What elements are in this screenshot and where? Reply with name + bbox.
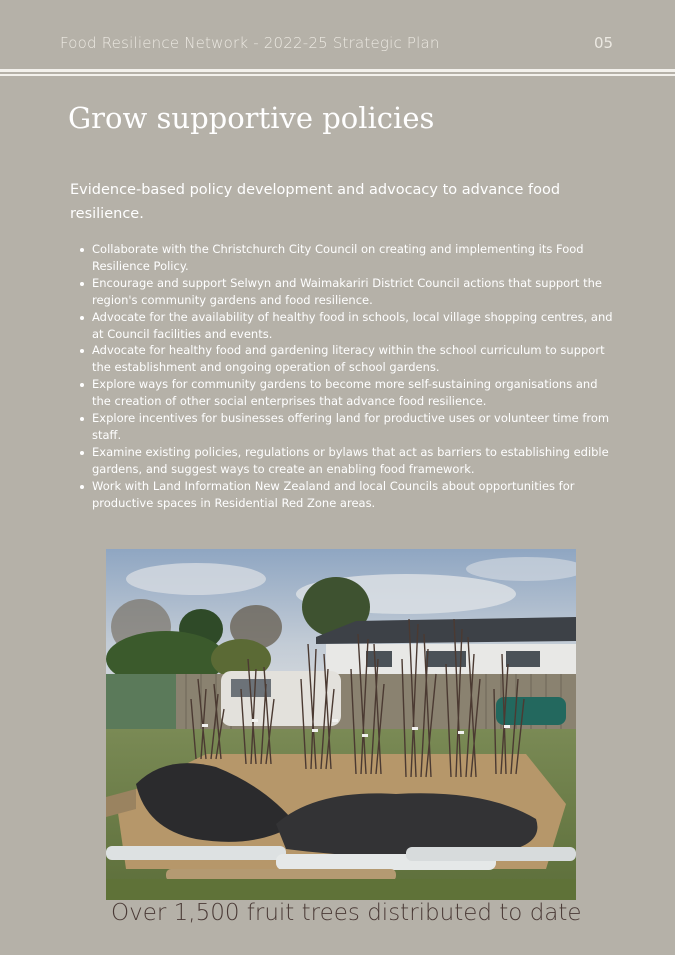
bullet-item: Advocate for the availability of healthy food in schools, local village shopping centres, and at Council facilities and events.	[78, 309, 618, 343]
policy-bullet-list	[78, 241, 618, 512]
bullet-item: Collaborate with the Christchurch City Council on creating and implementing its Food Resilience Policy.	[78, 241, 618, 275]
bullet-item: Work with Land Information New Zealand and local Councils about opportunities for productive spaces in Residential Red Zone areas.	[78, 478, 618, 512]
header-divider-bottom	[0, 74, 675, 76]
photo-caption: Over 1,500 fruit trees distributed to date	[111, 900, 582, 926]
section-title: Grow supportive policies	[68, 101, 435, 135]
car	[496, 697, 566, 725]
document-header-title: Food Resilience Network - 2022-25 Strategic Plan	[60, 34, 440, 52]
bullet-item: Examine existing policies, regulations or bylaws that act as barriers to establishing edible gardens, and suggest ways to create an enabling food framework.	[78, 444, 618, 478]
bullet-item: Advocate for healthy food and gardening literacy within the school curriculum to support the establishment and ongoing operation of school gardens.	[78, 342, 618, 376]
header-divider-top	[0, 69, 675, 72]
bullet-item: Explore incentives for businesses offering land for productive uses or volunteer time from staff.	[78, 410, 618, 444]
bullet-item: Explore ways for community gardens to become more self-sustaining organisations and the creation of other social enterprises that advance food resilience.	[78, 376, 618, 410]
white-pipe	[106, 846, 286, 860]
bullet-item: Encourage and support Selwyn and Waimakariri District Council actions that support the region's community gardens and food resilience.	[78, 275, 618, 309]
section-subtitle: Evidence-based policy development and advocacy to advance food resilience.	[70, 182, 561, 222]
fruit-trees-illustration	[106, 549, 576, 900]
page-number: 05	[594, 34, 614, 52]
fruit-trees-photo	[106, 549, 576, 900]
